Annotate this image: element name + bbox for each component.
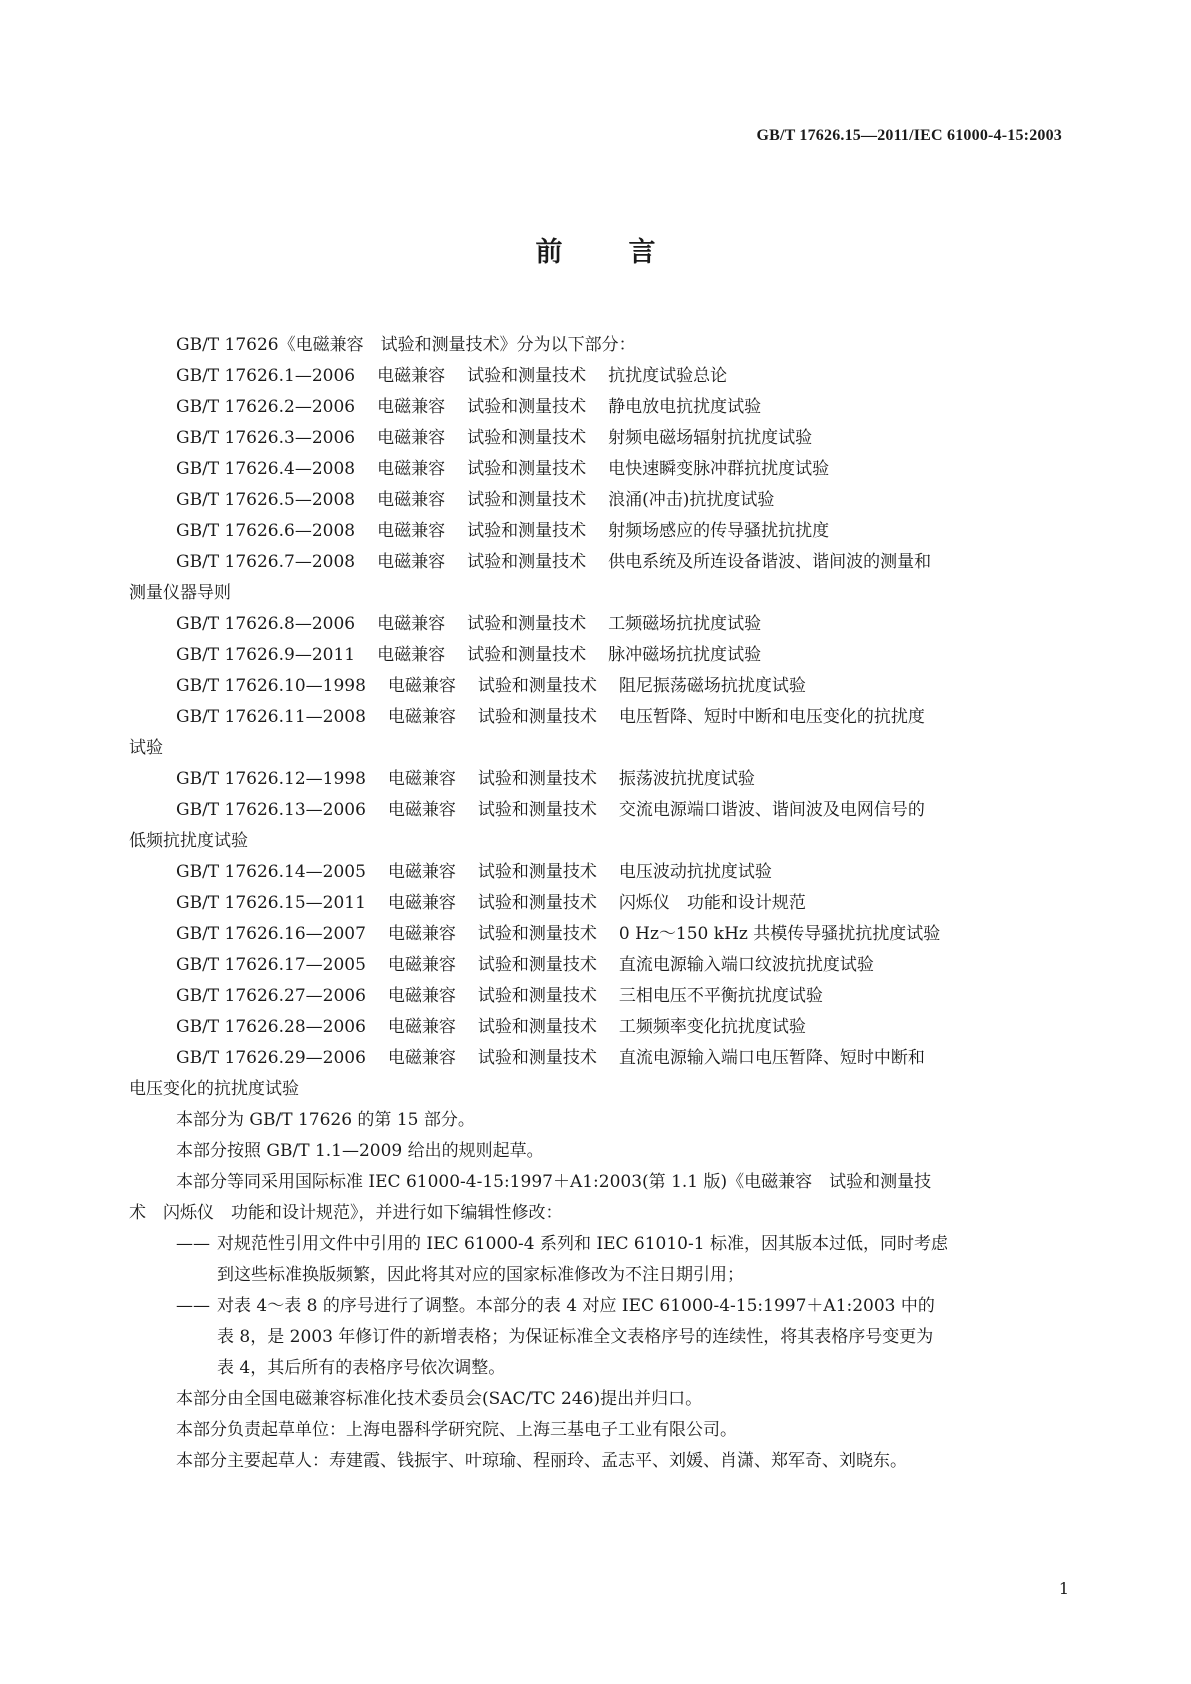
part-subcategory: 试验和测量技术 — [477, 955, 597, 975]
part-category: 电磁兼容 — [377, 428, 446, 448]
paragraph-adoption-line-2: 术 闪烁仪 功能和设计规范》，并进行如下编辑性修改： — [129, 1203, 563, 1223]
part-subcategory: 试验和测量技术 — [467, 645, 587, 665]
part-title: 三相电压不平衡抗扰度试验 — [618, 986, 823, 1006]
part-subcategory: 试验和测量技术 — [477, 769, 597, 789]
part-entry — [129, 764, 1064, 795]
part-code: GB/T 17626.8—2006 — [176, 614, 356, 634]
part-category: 电磁兼容 — [377, 645, 446, 665]
part-code: GB/T 17626.27—2006 — [176, 986, 366, 1006]
part-code: GB/T 17626.12—1998 — [176, 769, 366, 789]
part-category: 电磁兼容 — [377, 459, 446, 479]
part-category: 电磁兼容 — [387, 1048, 456, 1068]
part-subcategory: 试验和测量技术 — [477, 893, 597, 913]
part-entry — [129, 795, 1064, 826]
part-subcategory: 试验和测量技术 — [467, 490, 587, 510]
part-title: 射频电磁场辐射抗扰度试验 — [608, 428, 813, 448]
page-number: 1 — [1058, 1579, 1069, 1598]
part-title: 电压暂降、短时中断和电压变化的抗扰度 — [618, 707, 925, 727]
foreword-body — [129, 330, 1064, 1477]
part-code: GB/T 17626.6—2008 — [176, 521, 356, 541]
part-category: 电磁兼容 — [387, 707, 456, 727]
part-title-continuation: 低频抗扰度试验 — [129, 831, 248, 851]
part-code: GB/T 17626.11—2008 — [176, 707, 366, 727]
part-title: 静电放电抗扰度试验 — [608, 397, 762, 417]
part-title: 0 Hz～150 kHz 共模传导骚扰抗扰度试验 — [618, 924, 941, 944]
part-entry — [129, 454, 1064, 485]
dash-marker: —— — [176, 1296, 210, 1316]
part-category: 电磁兼容 — [387, 924, 456, 944]
part-title: 射频场感应的传导骚扰抗扰度 — [608, 521, 830, 541]
part-entry — [129, 702, 1064, 733]
part-title: 直流电源输入端口电压暂降、短时中断和 — [618, 1048, 925, 1068]
part-category: 电磁兼容 — [387, 800, 456, 820]
parts-list — [129, 361, 1064, 1105]
part-subcategory: 试验和测量技术 — [467, 552, 587, 572]
paragraph-adoption-line-1: 本部分等同采用国际标准 IEC 61000-4-15:1997＋A1:2003(第 1.1 版)《电磁兼容 试验和测量技 — [176, 1172, 932, 1192]
part-entry — [129, 640, 1064, 671]
part-category: 电磁兼容 — [387, 769, 456, 789]
part-title: 脉冲磁场抗扰度试验 — [608, 645, 762, 665]
part-subcategory: 试验和测量技术 — [467, 366, 587, 386]
part-subcategory: 试验和测量技术 — [467, 614, 587, 634]
paragraph-drafters: 本部分主要起草人：寿建霞、钱振宇、叶琼瑜、程丽玲、孟志平、刘媛、肖潇、郑军奇、刘晓东。 — [176, 1451, 907, 1471]
part-code: GB/T 17626.5—2008 — [176, 490, 356, 510]
part-code: GB/T 17626.14—2005 — [176, 862, 366, 882]
part-category: 电磁兼容 — [387, 893, 456, 913]
part-code: GB/T 17626.15—2011 — [176, 893, 366, 913]
part-code: GB/T 17626.28—2006 — [176, 1017, 366, 1037]
part-subcategory: 试验和测量技术 — [477, 924, 597, 944]
part-entry — [129, 361, 1064, 392]
part-subcategory: 试验和测量技术 — [467, 397, 587, 417]
part-subcategory: 试验和测量技术 — [467, 521, 587, 541]
part-entry — [129, 485, 1064, 516]
modification-item-2-line-3: 表 4，其后所有的表格序号依次调整。 — [217, 1358, 506, 1378]
part-category: 电磁兼容 — [377, 521, 446, 541]
part-code: GB/T 17626.16—2007 — [176, 924, 366, 944]
part-code: GB/T 17626.3—2006 — [176, 428, 356, 448]
part-subcategory: 试验和测量技术 — [477, 800, 597, 820]
part-category: 电磁兼容 — [387, 986, 456, 1006]
part-title: 振荡波抗扰度试验 — [618, 769, 755, 789]
title-char-1: 前 — [535, 237, 563, 268]
part-subcategory: 试验和测量技术 — [467, 428, 587, 448]
part-code: GB/T 17626.29—2006 — [176, 1048, 366, 1068]
part-subcategory: 试验和测量技术 — [467, 459, 587, 479]
part-entry — [129, 919, 1064, 950]
part-code: GB/T 17626.1—2006 — [176, 366, 356, 386]
part-entry — [129, 671, 1064, 702]
part-category: 电磁兼容 — [377, 614, 446, 634]
page-title — [0, 230, 1191, 269]
part-category: 电磁兼容 — [377, 490, 446, 510]
part-title-continuation: 电压变化的抗扰度试验 — [129, 1079, 299, 1099]
part-title: 抗扰度试验总论 — [608, 366, 728, 386]
part-category: 电磁兼容 — [387, 676, 456, 696]
part-code: GB/T 17626.7—2008 — [176, 552, 356, 572]
part-code: GB/T 17626.2—2006 — [176, 397, 356, 417]
standard-code-header: GB/T 17626.15—2011/IEC 61000-4-15:2003 — [756, 127, 1062, 144]
part-subcategory: 试验和测量技术 — [477, 862, 597, 882]
part-title: 电压波动抗扰度试验 — [618, 862, 772, 882]
part-title: 工频频率变化抗扰度试验 — [618, 1017, 806, 1037]
part-entry — [129, 950, 1064, 981]
part-title: 电快速瞬变脉冲群抗扰度试验 — [608, 459, 830, 479]
part-category: 电磁兼容 — [387, 955, 456, 975]
part-title: 供电系统及所连设备谐波、谐间波的测量和 — [608, 552, 932, 572]
modification-item-1-line-1: 对规范性引用文件中引用的 IEC 61000-4 系列和 IEC 61010-1 标准，因其版本过低，同时考虑 — [217, 1234, 948, 1254]
part-subcategory: 试验和测量技术 — [477, 1048, 597, 1068]
paragraph-proposer: 本部分由全国电磁兼容标准化技术委员会(SAC/TC 246)提出并归口。 — [176, 1389, 703, 1409]
part-subcategory: 试验和测量技术 — [477, 1017, 597, 1037]
part-entry — [129, 392, 1064, 423]
modification-item-2 — [129, 1291, 1064, 1384]
part-title-continuation: 试验 — [129, 738, 163, 758]
modification-item-2-line-2: 表 8，是 2003 年修订件的新增表格；为保证标准全文表格序号的连续性，将其表格序号变更为 — [217, 1327, 934, 1347]
title-char-2: 言 — [628, 237, 656, 268]
part-category: 电磁兼容 — [377, 366, 446, 386]
part-title: 闪烁仪 功能和设计规范 — [618, 893, 806, 913]
part-entry — [129, 1012, 1064, 1043]
part-entry — [129, 516, 1064, 547]
part-entry — [129, 888, 1064, 919]
part-title: 工频磁场抗扰度试验 — [608, 614, 762, 634]
part-code: GB/T 17626.13—2006 — [176, 800, 366, 820]
part-code: GB/T 17626.17—2005 — [176, 955, 366, 975]
part-code: GB/T 17626.10—1998 — [176, 676, 366, 696]
part-subcategory: 试验和测量技术 — [477, 707, 597, 727]
part-code: GB/T 17626.9—2011 — [176, 645, 356, 665]
part-subcategory: 试验和测量技术 — [477, 676, 597, 696]
part-subcategory: 试验和测量技术 — [477, 986, 597, 1006]
intro-line: GB/T 17626《电磁兼容 试验和测量技术》分为以下部分： — [176, 335, 636, 355]
part-category: 电磁兼容 — [387, 1017, 456, 1037]
part-title-continuation: 测量仪器导则 — [129, 583, 231, 603]
part-title: 交流电源端口谐波、谐间波及电网信号的 — [618, 800, 925, 820]
paragraph-part-number: 本部分为 GB/T 17626 的第 15 部分。 — [176, 1110, 475, 1130]
dash-marker: —— — [176, 1234, 210, 1254]
part-title: 阻尼振荡磁场抗扰度试验 — [618, 676, 806, 696]
part-entry — [129, 547, 1064, 578]
part-entry — [129, 1043, 1064, 1074]
part-title: 直流电源输入端口纹波抗扰度试验 — [618, 955, 874, 975]
part-entry — [129, 609, 1064, 640]
part-entry — [129, 857, 1064, 888]
modification-item-1-line-2: 到这些标准换版频繁，因此将其对应的国家标准修改为不注日期引用； — [217, 1265, 744, 1285]
paragraph-drafting-units: 本部分负责起草单位：上海电器科学研究院、上海三基电子工业有限公司。 — [176, 1420, 737, 1440]
paragraph-drafting-rules: 本部分按照 GB/T 1.1—2009 给出的规则起草。 — [176, 1141, 544, 1161]
part-entry — [129, 981, 1064, 1012]
part-entry — [129, 423, 1064, 454]
modification-item-1 — [129, 1229, 1064, 1291]
part-code: GB/T 17626.4—2008 — [176, 459, 356, 479]
part-category: 电磁兼容 — [377, 397, 446, 417]
part-title: 浪涌(冲击)抗扰度试验 — [608, 490, 775, 510]
part-category: 电磁兼容 — [387, 862, 456, 882]
part-category: 电磁兼容 — [377, 552, 446, 572]
modification-item-2-line-1: 对表 4～表 8 的序号进行了调整。本部分的表 4 对应 IEC 61000-4-15:1997＋A1:2003 中的 — [217, 1296, 935, 1316]
